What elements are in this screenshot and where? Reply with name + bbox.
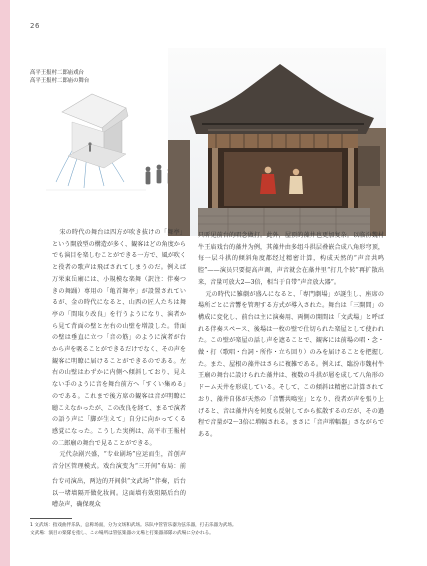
figure-caption-japanese: 高平王报村二郎庙の舞台 (30, 78, 90, 84)
left-text-column (52, 227, 186, 511)
footnote-divider (30, 518, 72, 519)
ancient-stage-photo (168, 48, 386, 236)
figure-caption-chinese: 高平王报村二郎庙戏台 (30, 70, 84, 76)
japanese-paragraph-song-dynasty: 宋の時代の舞台は四方が吹き抜けの「舞亭」という開放型の構造が多く、観客はどの角度からでも演目を楽しむことができる一方で、風が吹くと役者の歌声は飛ばされてしまうのだ。例えば万栄東岳廟には、小規模な楽舞（訳注：伴奏つきの舞踊）専用の「亀首舞亭」が設置されているが、金の時代になると、山西の匠人たちは舞亭の「間取り改良」を行うようになり、演者から見て背面の壁と左右の山壁を増設した。背面の壁は垂直に立つ「音の筋」のように演者が台から声を吸ることができるだけでなく、その声を観客に明瞭に届けることができるのである。左右の山壁はわずかに内側へ傾斜しており、見えない手のように音を舞台前方へ「すくい集める」のである。これまで後方席の観客は音が明瞭に聴こえなかったが、この改良を経て、まるで演者の語う声に「脚が生えて」自分に向かってくる感覚になった。こうした実例は、高平市王報村の二郎廟の舞台で見ることができる。 (52, 229, 186, 447)
stage-sound-diagram (28, 86, 188, 198)
footnote-chinese: 1 文武场：指戏曲伴乐队，总称场面，分为文场和武场。乐队中管管乐器为弦乐器，打击乐器为武场。 (30, 523, 237, 528)
right-text-column (198, 230, 384, 441)
page-number: 26 (30, 22, 40, 30)
japanese-paragraph-yuan-dynasty: 元の時代に雑劇が盛んになると、「専門劇場」が誕生し、座席の場所ごとに音響を管理する方式が導入された。舞台は「三開間」の構成に変化し、前台は主に演奏用、両側の開間は「文武場」と呼ばれる伴奏スペース、後場は一枚の壁で仕切られた楽屋として使われた。この壁が楽屋の話し声を遮ることで、観客には前場の唱・念・做・打（歌唱・台詞・所作・立ち回り）のみを届けることを把握した。また、屋根の藻井はさらに複雑である。例えば、臨汾市魏村牛王廟の舞台に設けられた藻井は、複数の斗拱が層を成して八角形のドーム天井を形成している。そして、この傾斜は精密に計算されており、藻井自体が天然の「音響共鳴室」となり、役者が声を張り上げると、音は藻井内を何度も反射してから拡散するのだが、その過程で音量が2～3倍に増幅される。まさに「音声増幅器」さながらである。 (198, 290, 384, 438)
side-strip (0, 0, 10, 566)
footnote-japanese: 文武場：演目の楽隊を指し、この場所は管弦楽器の文場と打楽器部隊の武場に分かれる。 (30, 531, 214, 536)
chinese-paragraph-caisson-ceiling: 只听见前台的唱念做打。此外，屋顶的藻井也更加复杂。以临汾魏村牛王庙戏台的藻井为例，其藻井由多组斗拱层叠嵌合成八角形穹顶，每一层斗拱的倾斜角度都经过精密计算，构成天然的“声音共鸣腔”——演员只要提高声调，声音就会在藻井里“打几个转”再扩散出来，音量可放大2—3倍，相当于自带“声音放大器”。 (198, 232, 384, 286)
footnote-reference: 1 (149, 475, 152, 481)
chinese-paragraph-yuan-dynasty: 元代杂剧兴盛，“专业剧场”应运而生，首创声音分区管理模式。戏台演变为“三开间”布局：前台专司演出，两边的开间供“文武场$^1$”伴奏，后台以一堵墙隔开做化妆间。这面墙有效阻隔后台的嘈杂声，确保观众 (52, 451, 186, 509)
